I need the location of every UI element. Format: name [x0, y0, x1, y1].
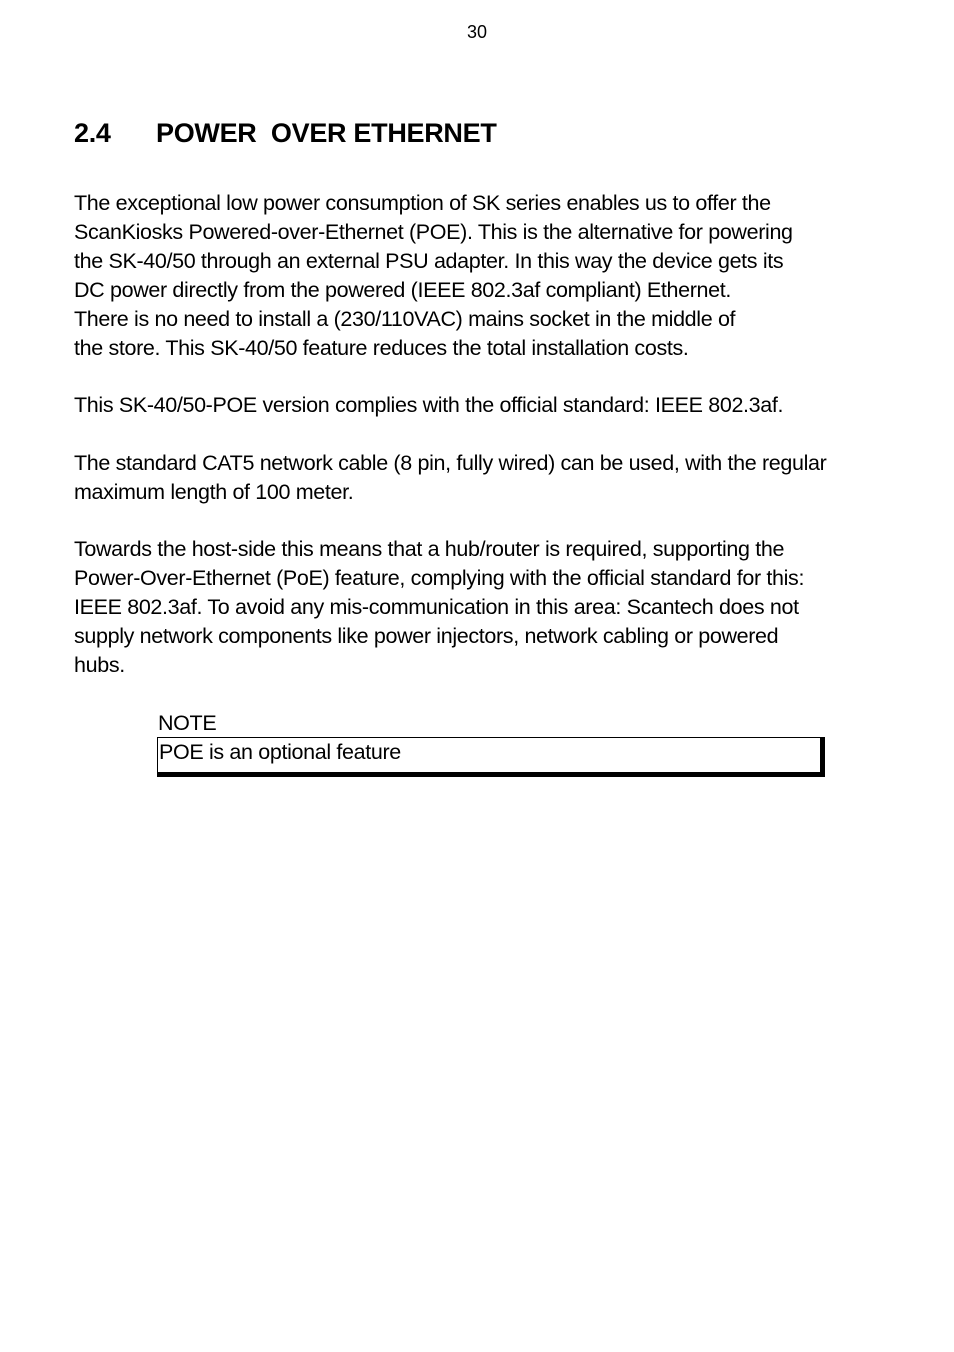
- paragraph-line: The exceptional low power consumption of SK series enables us to offer the: [74, 191, 771, 215]
- paragraph-line: Towards the host-side this means that a hub/router is required, supporting the: [74, 537, 785, 561]
- paragraph-line: ScanKiosks Powered-over-Ethernet (POE). This is the alternative for powering: [74, 220, 793, 244]
- paragraph-line: IEEE 802.3af. To avoid any mis-communication in this area: Scantech does not: [74, 595, 799, 619]
- paragraph-poe-intro: [74, 189, 874, 363]
- paragraph-host-side: [74, 535, 874, 680]
- note-text: POE is an optional feature: [159, 740, 401, 764]
- paragraph-line: DC power directly from the powered (IEEE 802.3af compliant) Ethernet.: [74, 278, 731, 302]
- note-label: NOTE: [158, 711, 217, 735]
- section-heading: [74, 118, 497, 149]
- paragraph-line: Power-Over-Ethernet (PoE) feature, complying with the official standard for this:: [74, 566, 805, 590]
- paragraph-line: There is no need to install a (230/110VAC) mains socket in the middle of: [74, 307, 736, 331]
- page-number: 30: [466, 22, 488, 42]
- paragraph-line: the SK-40/50 through an external PSU adapter. In this way the device gets its: [74, 249, 784, 273]
- paragraph-line: supply network components like power injectors, network cabling or powered: [74, 624, 779, 648]
- section-number: 2.4: [74, 118, 111, 148]
- note-box: [157, 737, 825, 777]
- paragraph-line: This SK-40/50-POE version complies with the official standard: IEEE 802.3af.: [74, 393, 784, 417]
- paragraph-line: hubs.: [74, 653, 125, 677]
- paragraph-line: the store. This SK-40/50 feature reduces the total installation costs.: [74, 336, 689, 360]
- paragraph-line: maximum length of 100 meter.: [74, 480, 354, 504]
- paragraph-line: The standard CAT5 network cable (8 pin, fully wired) can be used, with the regular: [74, 451, 827, 475]
- paragraph-standard-compliance: [74, 391, 874, 420]
- paragraph-network-cable: [74, 449, 874, 507]
- section-title: POWER OVER ETHERNET: [156, 118, 497, 148]
